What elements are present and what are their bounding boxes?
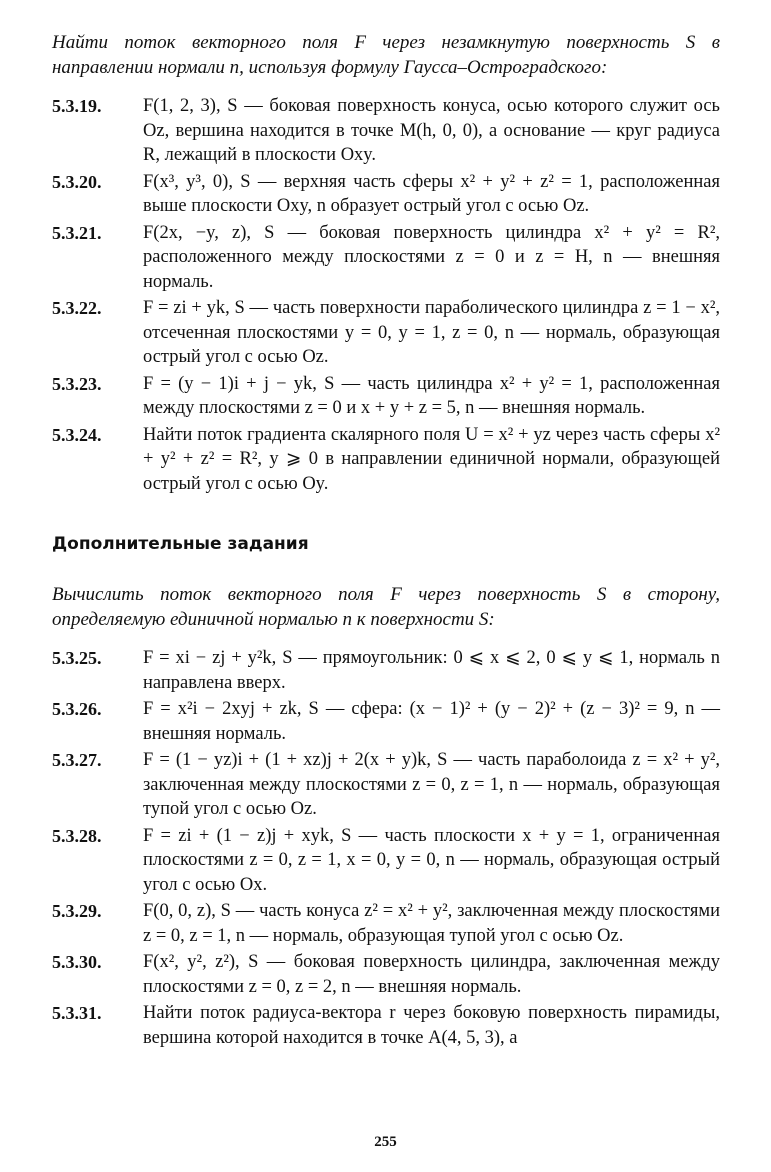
problem-item [52, 423, 720, 497]
problem-list-1 [52, 94, 720, 496]
problem-number: 5.3.26. [52, 699, 102, 719]
section-heading: Дополнительные задания [52, 534, 309, 554]
problem-text: Найти поток радиуса-вектора r через боковую поверхность пирамиды, вершина которой находится в точке A(4, 5, 3), а [143, 1003, 720, 1048]
problem-number: 5.3.30. [52, 952, 102, 972]
problem-number: 5.3.21. [52, 222, 102, 243]
problem-number: 5.3.29. [52, 901, 102, 921]
problem-text: F = x²i − 2xyj + zk, S — сфера: (x − 1)² + (y − 2)² + (z − 3)² = 9, n — внешняя нормаль. [143, 699, 720, 744]
problem-number: 5.3.20. [52, 171, 102, 192]
problem-text: F = zi + yk, S — часть поверхности параболического цилиндра z = 1 − x², отсеченная плоскостями y = 0, y = 1, z = 0, n — нормаль, образующая острый угол с осью Oz. [143, 298, 720, 367]
problem-text: F(x², y², z²), S — боковая поверхность цилиндра, заключенная между плоскостями z = 0, z = 2, n — внешняя нормаль. [143, 952, 720, 997]
problem-text: F(1, 2, 3), S — боковая поверхность конуса, осью которого служит ось Oz, вершина находится в точке M(h, 0, 0), а основание — круг радиуса R, лежащий в плоскости Oxy. [143, 96, 720, 165]
problem-number: 5.3.23. [52, 373, 102, 394]
problem-item [52, 296, 720, 370]
intro-instruction-2: Вычислить поток векторного поля F через поверхность S в сторону, определяемую единичной нормалью n к поверхности S: [52, 584, 720, 630]
problem-text: F = (1 − yz)i + (1 + xz)j + 2(x + y)k, S — часть параболоида z = x² + y², заключенная между плоскостями z = 0, z = 1, n — нормаль, образующая тупой угол с осью Oz. [143, 750, 720, 819]
problem-text: F = (y − 1)i + j − yk, S — часть цилиндра x² + y² = 1, расположенная между плоскостями z = 0 и x + y + z = 5, n — внешняя нормаль. [143, 373, 720, 418]
problem-item [52, 697, 720, 746]
problem-list-2 [52, 646, 720, 1050]
problem-item [52, 94, 720, 168]
page-number: 255 [374, 1134, 397, 1150]
problem-item [52, 824, 720, 898]
problem-item [52, 646, 720, 695]
problem-text: F(x³, y³, 0), S — верхняя часть сферы x² + y² + z² = 1, расположенная выше плоскости Oxy, n образует острый угол с осью Oz. [143, 171, 720, 216]
problem-item [52, 748, 720, 822]
problem-text: F = xi − zj + y²k, S — прямоугольник: 0 ⩽ x ⩽ 2, 0 ⩽ y ⩽ 1, нормаль n направлена вверх. [143, 648, 720, 693]
problem-text: F(2x, −y, z), S — боковая поверхность цилиндра x² + y² = R², расположенного между плоскостями z = 0 и z = H, n — внешняя нормаль. [143, 222, 720, 292]
problem-number: 5.3.22. [52, 298, 102, 318]
problem-number: 5.3.24. [52, 424, 102, 445]
problem-item [52, 899, 720, 948]
problem-number: 5.3.27. [52, 750, 102, 770]
problem-number: 5.3.28. [52, 825, 102, 846]
problem-number: 5.3.19. [52, 96, 102, 116]
page-content [52, 30, 720, 1052]
problem-number: 5.3.25. [52, 648, 102, 668]
problem-text: F(0, 0, z), S — часть конуса z² = x² + y², заключенная между плоскостями z = 0, z = 1, n — нормаль, образующая тупой угол с осью Oz. [143, 901, 720, 946]
problem-number: 5.3.31. [52, 1003, 102, 1023]
problem-item [52, 221, 720, 295]
problem-text: Найти поток градиента скалярного поля U = x² + yz через часть сферы x² + y² + z² = R², y ⩾ 0 в направлении единичной нормали, образующей острый угол с осью Oy. [143, 424, 720, 494]
problem-item [52, 950, 720, 999]
problem-item [52, 170, 720, 219]
problem-text: F = zi + (1 − z)j + xyk, S — часть плоскости x + y = 1, ограниченная плоскостями z = 0, z = 1, x = 0, y = 0, n — нормаль, образующая острый угол с осью Ox. [143, 825, 720, 895]
problem-item [52, 372, 720, 421]
intro-instruction-1: Найти поток векторного поля F через незамкнутую поверхность S в направлении нормали n, используя формулу Гаусса–Остроградского: [52, 32, 720, 78]
problem-item [52, 1001, 720, 1050]
